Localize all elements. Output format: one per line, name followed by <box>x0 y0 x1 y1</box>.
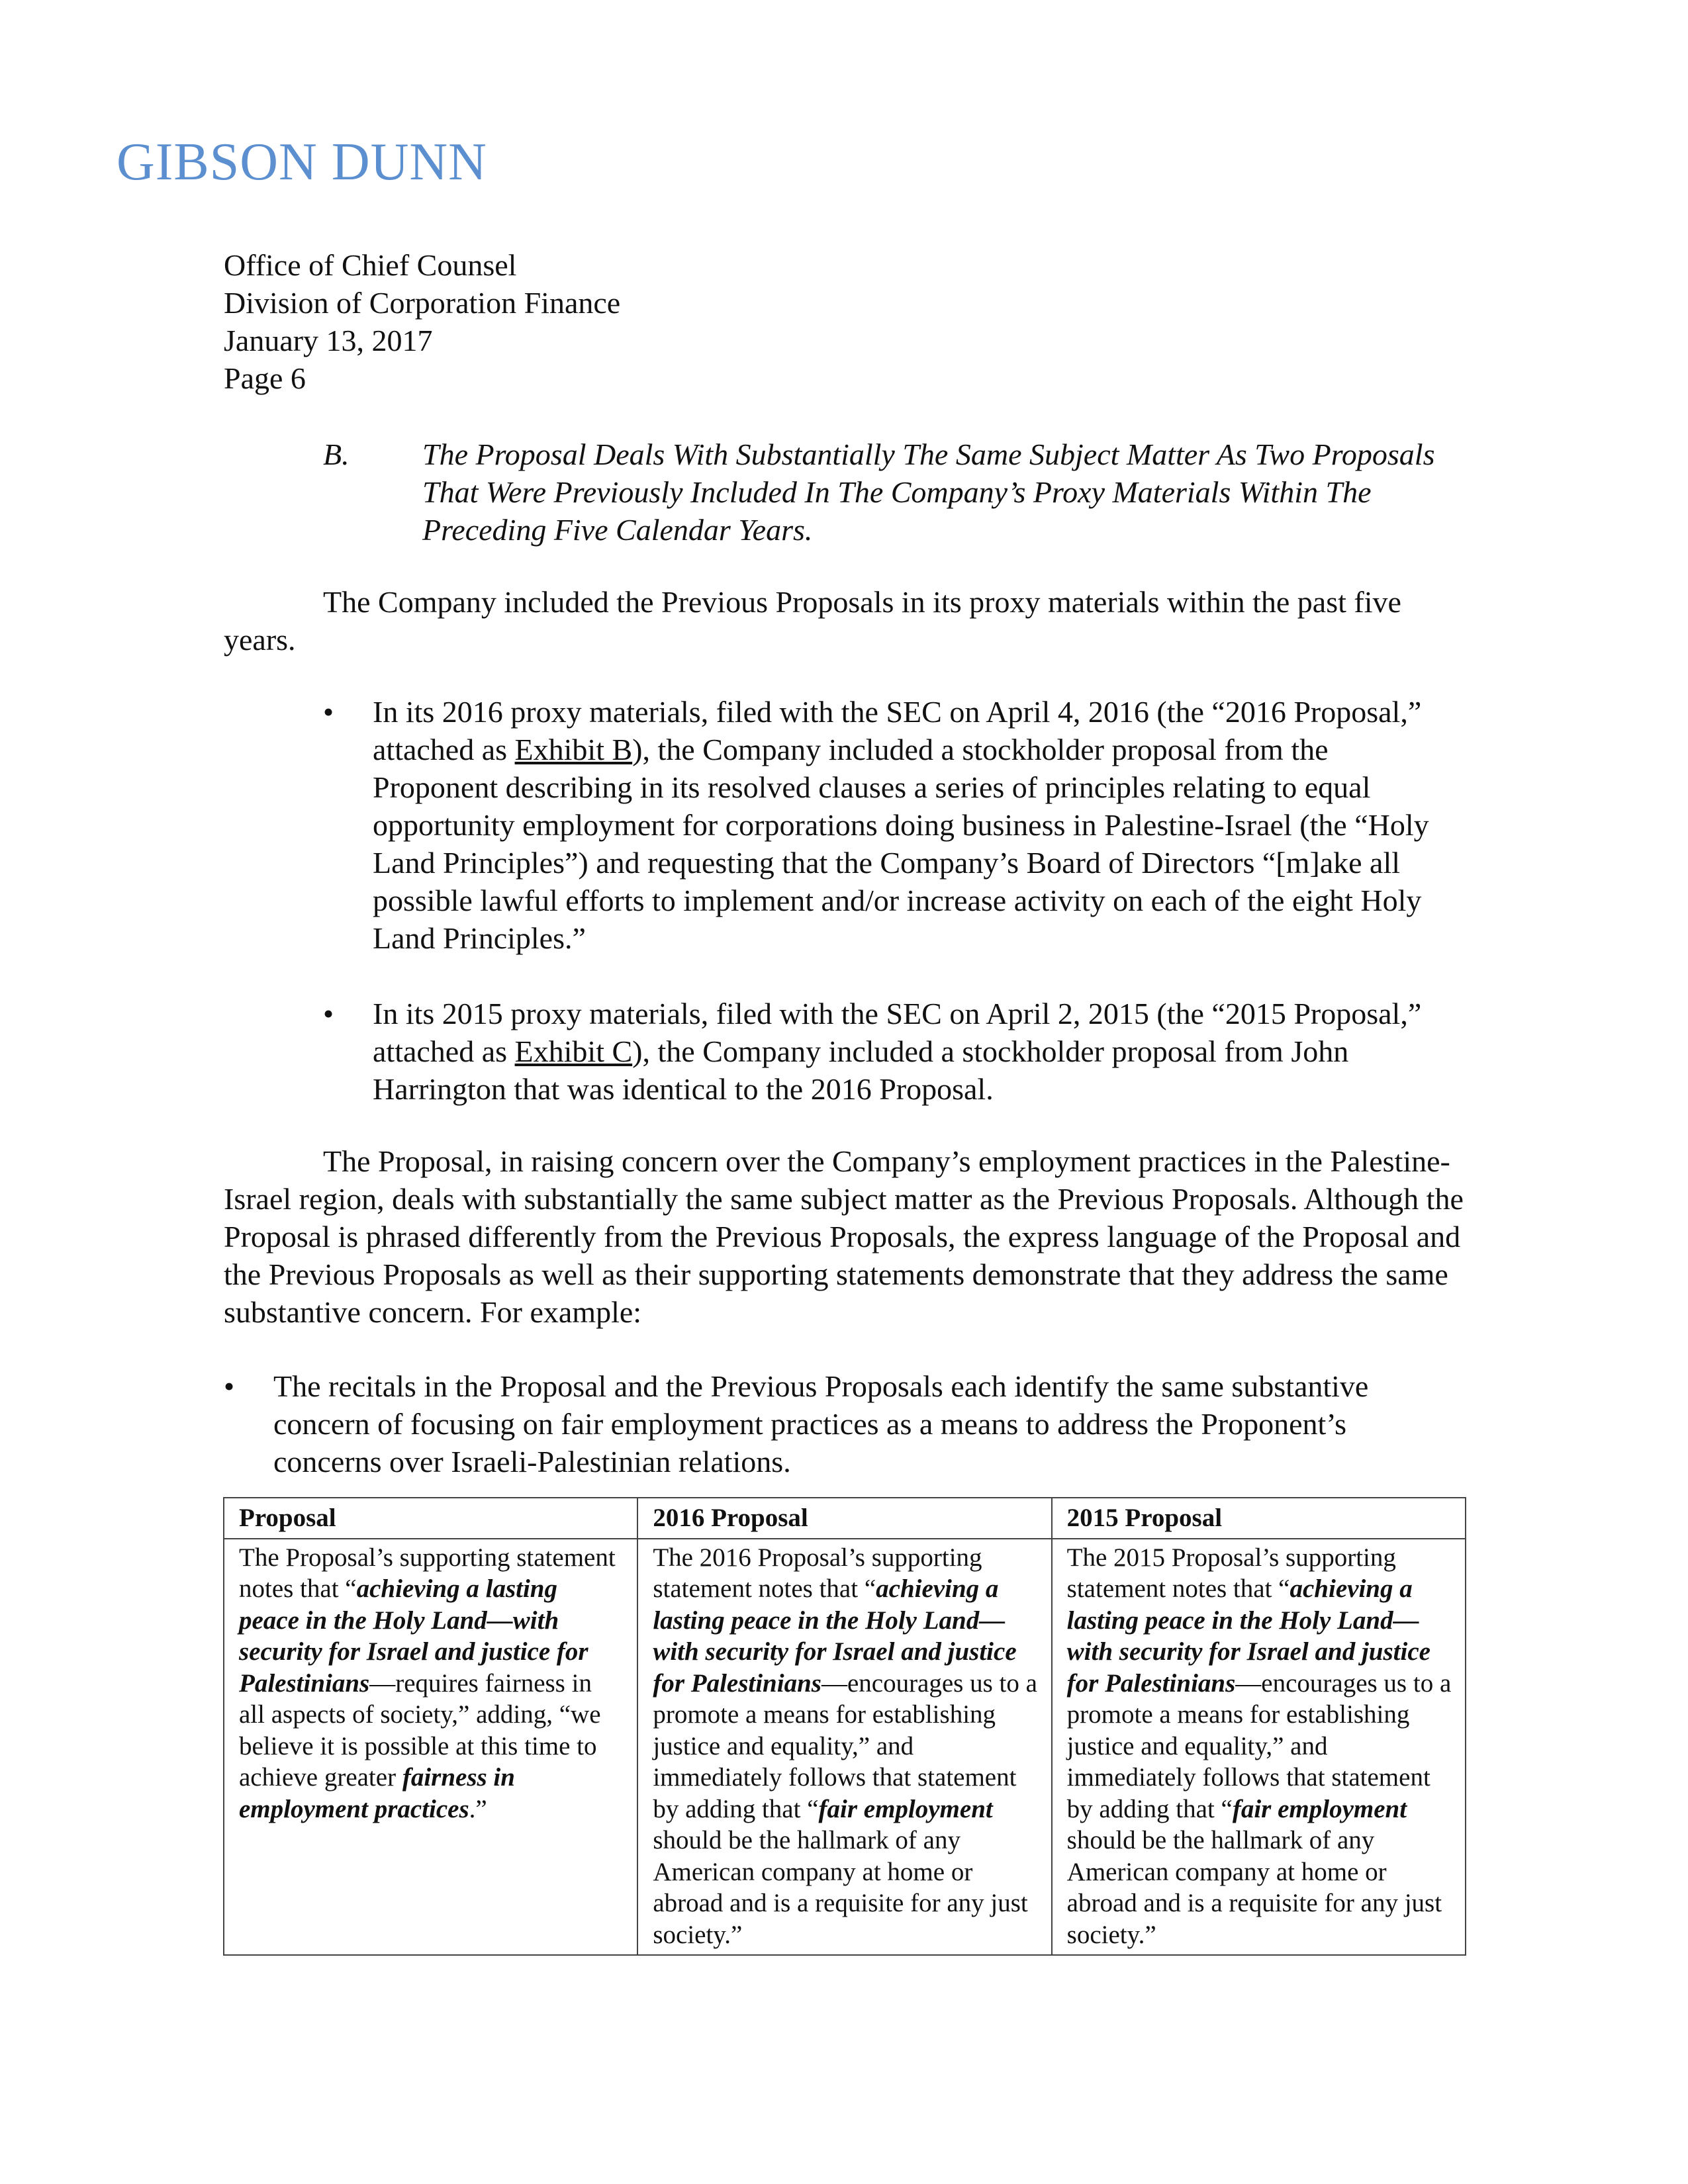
exhibit-c-link[interactable]: Exhibit C <box>514 1034 633 1068</box>
bullet-item-2015: • In its 2015 proxy materials, filed with the SEC on April 2, 2015 (the “2015 Proposal,” attached as Exhibit C), the Company included a stockholder proposal from John Harrington that was identical to the 2016 Proposal. <box>323 995 1466 1108</box>
exhibit-b-link[interactable]: Exhibit B <box>514 733 633 766</box>
table-row <box>224 1539 1466 1956</box>
table-header-2016: 2016 Proposal <box>637 1498 1051 1539</box>
header-page-number: Page 6 <box>224 361 306 395</box>
section-letter: B. <box>323 437 350 471</box>
table-cell-2015: The 2015 Proposal’s supporting statement notes that “achieving a lasting peace in the Holy Land—with security for Israel and justice for Palestinians—encourages us to a promote a means for establishing justice and equality,” and immediately follows that statement by adding that “fair employment should be the hallmark of any American company at home or abroad and is a requisite for any just society.” <box>1052 1539 1466 1956</box>
firm-logo: GIBSON DUNN <box>117 133 487 191</box>
section-title: The Proposal Deals With Substantially The Same Subject Matter As Two Proposals That Were Previously Included In The Company’s Proxy Materials Within The Preceding Five Calendar Years. <box>422 437 1435 547</box>
table-header-row <box>224 1498 1466 1539</box>
header-recipient: Office of Chief Counsel <box>224 248 517 282</box>
section-heading <box>323 435 1466 549</box>
bullet-icon: • <box>323 997 334 1030</box>
table-cell-2016: The 2016 Proposal’s supporting statement notes that “achieving a lasting peace in the Holy Land—with security for Israel and justice for Palestinians—encourages us to a promote a means for establishing justice and equality,” and immediately follows that statement by adding that “fair employment should be the hallmark of any American company at home or abroad and is a requisite for any just society.” <box>637 1539 1051 1956</box>
header-date: January 13, 2017 <box>224 324 433 357</box>
table-cell-proposal: The Proposal’s supporting statement notes that “achieving a lasting peace in the Holy Land—with security for Israel and justice for Palestinians—requires fairness in all aspects of society,” adding, “we believe it is possible at this time to achieve greater fairness in employment practices.” <box>224 1539 637 1956</box>
header-division: Division of Corporation Finance <box>224 286 621 320</box>
letter-body <box>224 246 1466 1480</box>
bullet-icon: • <box>323 695 334 729</box>
paragraph-intro: The Company included the Previous Proposals in its proxy materials within the past five years. <box>224 585 1401 657</box>
bullet-item-2016: • In its 2016 proxy materials, filed with the SEC on April 4, 2016 (the “2016 Proposal,” attached as Exhibit B), the Company included a stockholder proposal from the Proponent describing in its resolved clauses a series of principles relating to equal opportunity employment for corporations doing business in Palestine-Israel (the “Holy Land Principles”) and requesting that the Company’s Board of Directors “[m]ake all possible lawful efforts to implement and/or increase activity on each of the eight Holy Land Principles.” <box>323 693 1466 957</box>
bullet-list <box>224 693 1466 1108</box>
paragraph-analysis: The Proposal, in raising concern over the Company’s employment practices in the Palestine-Israel region, deals with substantially the same subject matter as the Previous Proposals. Although the Proposal is phrased differently from the Previous Proposals, the express language of the Proposal and the Previous Proposals as well as their supporting statements demonstrate that they address the same substantive concern. For example: <box>224 1144 1464 1329</box>
table-header-2015: 2015 Proposal <box>1052 1498 1466 1539</box>
bullet-item-recitals: • The recitals in the Proposal and the Previous Proposals each identify the same substantive concern of focusing on fair employment practices as a means to address the Proponent’s concerns over Israeli-Palestinian relations. <box>224 1367 1466 1480</box>
comparison-table <box>223 1497 1466 1956</box>
letter-header <box>224 246 1466 397</box>
bullet-icon: • <box>224 1369 235 1403</box>
table-header-proposal: Proposal <box>224 1498 637 1539</box>
